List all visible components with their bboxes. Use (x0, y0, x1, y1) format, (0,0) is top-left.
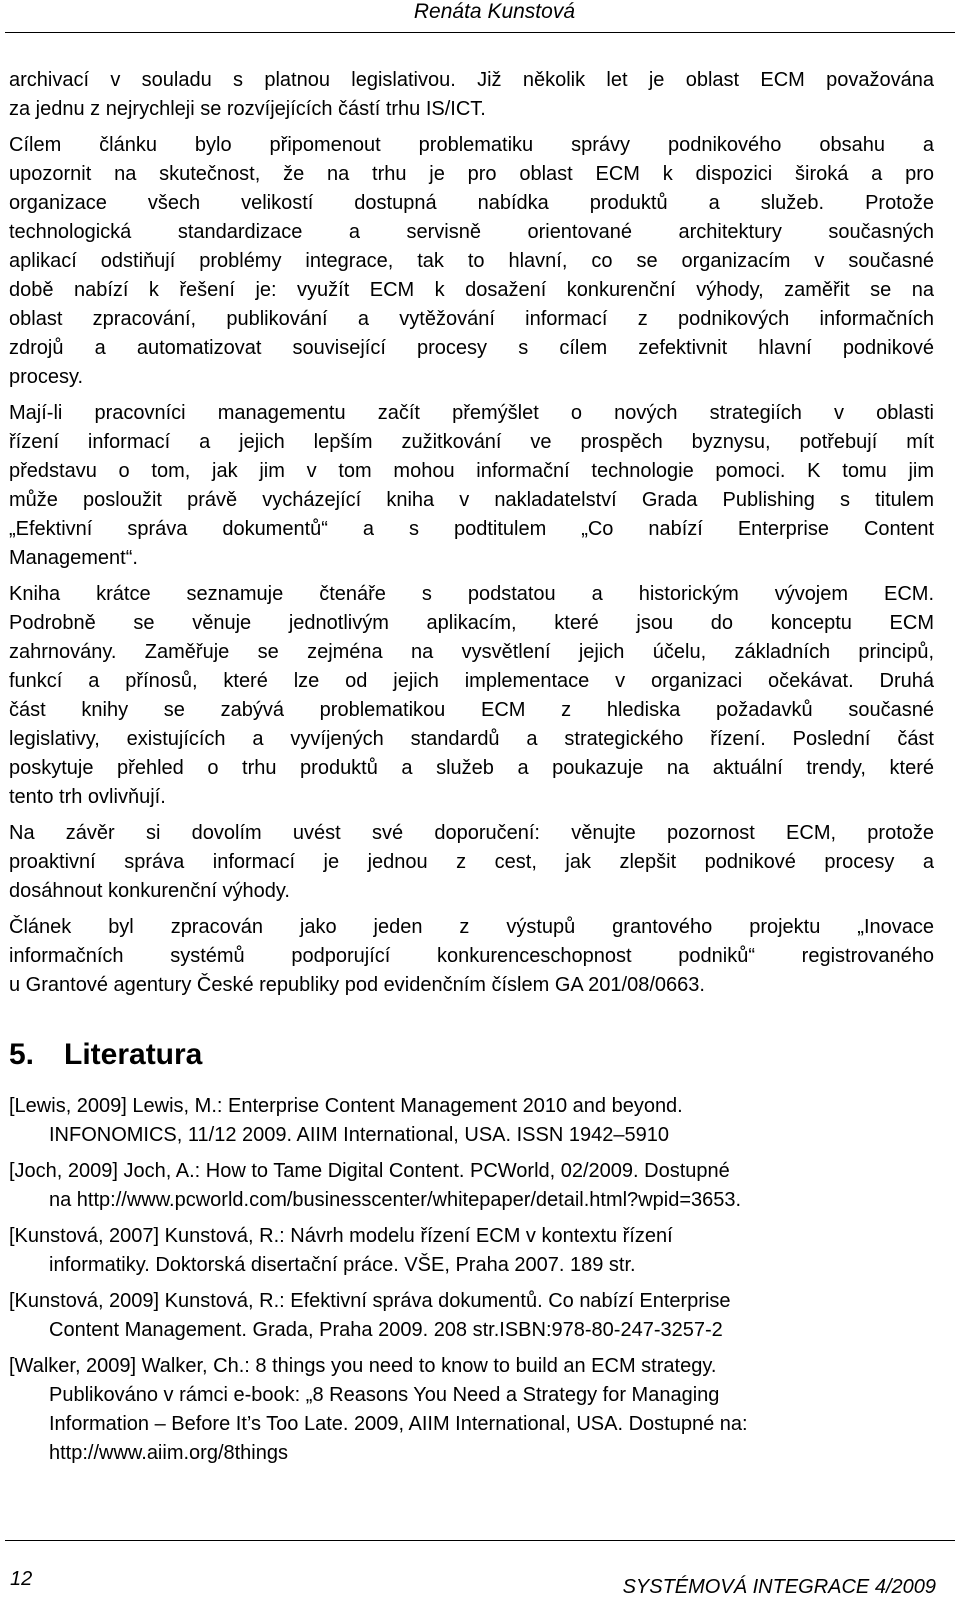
page-number: 12 (10, 1568, 33, 1590)
reference-continuation-line: Information – Before It’s Too Late. 2009, AIIM International, USA. Dostupné na: (49, 1413, 748, 1435)
paragraph (9, 66, 934, 124)
text-line: informačních systémů podporující konkurenceschopnost podniků“ registrovaného (9, 945, 934, 967)
section-number: 5. (9, 1038, 35, 1071)
reference-item (9, 1222, 934, 1280)
section-heading (9, 1038, 934, 1072)
text-line: Mají-li pracovníci managementu začít přemýšlet o nových strategiích v oblasti (9, 402, 934, 424)
text-line: archivací v souladu s platnou legislativou. Již několik let je oblast ECM považována (9, 69, 934, 91)
reference-item (9, 1352, 934, 1468)
document-body (9, 66, 934, 1475)
text-line: legislativy, existujících a vyvíjených standardů a strategického řízení. Poslední část (9, 728, 934, 750)
text-line: představu o tom, jak jim v tom mohou informační technologie pomoci. K tomu jim (9, 460, 934, 482)
text-line: Kniha krátce seznamuje čtenáře s podstatou a historickým vývojem ECM. (9, 583, 934, 605)
section-title: Literatura (64, 1038, 203, 1071)
text-line: Článek byl zpracován jako jeden z výstupů grantového projektu „Inovace (9, 916, 934, 938)
reference-continuation-line: Publikováno v rámci e-book: „8 Reasons You Need a Strategy for Managing (49, 1384, 720, 1406)
reference-continuation-line: INFONOMICS, 11/12 2009. AIIM International, USA. ISSN 1942–5910 (49, 1124, 669, 1146)
text-line: oblast zpracování, publikování a vytěžování informací z podnikových informačních (9, 308, 934, 330)
reference-first-line: [Lewis, 2009] Lewis, M.: Enterprise Content Management 2010 and beyond. (9, 1095, 683, 1117)
text-line: Na závěr si dovolím uvést své doporučení: věnujte pozornost ECM, protože (9, 822, 934, 844)
text-line: dosáhnout konkurenční výhody. (9, 880, 290, 902)
text-line: době nabízí k řešení je: využít ECM k dosažení konkurenční výhody, zaměřit se na (9, 279, 934, 301)
text-line: Podrobně se věnuje jednotlivým aplikacím, které jsou do konceptu ECM (9, 612, 934, 634)
reference-list (9, 1092, 934, 1468)
text-line: za jednu z nejrychleji se rozvíjejících částí trhu IS/ICT. (9, 98, 486, 120)
reference-continuation-line: Content Management. Grada, Praha 2009. 208 str.ISBN:978-80-247-3257-2 (49, 1319, 723, 1341)
reference-first-line: [Kunstová, 2007] Kunstová, R.: Návrh modelu řízení ECM v kontextu řízení (9, 1225, 673, 1247)
text-line: zdrojů a automatizovat související procesy s cílem zefektivnit hlavní podnikové (9, 337, 934, 359)
running-header-author: Renáta Kunstová (413, 0, 575, 23)
reference-continuation-line: informatiky. Doktorská disertační práce. VŠE, Praha 2007. 189 str. (49, 1254, 636, 1276)
text-line: procesy. (9, 366, 84, 388)
reference-first-line: [Joch, 2009] Joch, A.: How to Tame Digital Content. PCWorld, 02/2009. Dostupné (9, 1160, 730, 1182)
text-line: zahrnovány. Zaměřuje se zejména na vysvětlení jejich účelu, základních principů, (9, 641, 934, 663)
text-line: u Grantové agentury České republiky pod evidenčním číslem GA 201/08/0663. (9, 974, 705, 996)
header-rule (5, 32, 955, 33)
text-line: může posloužit právě vycházející kniha v nakladatelství Grada Publishing s titulem (9, 489, 934, 511)
paragraphs (9, 66, 934, 1000)
text-line: upozornit na skutečnost, že na trhu je pro oblast ECM k dispozici široká a pro (9, 163, 934, 185)
text-line: Management“. (9, 547, 138, 569)
text-line: tento trh ovlivňují. (9, 786, 166, 808)
text-line: proaktivní správa informací je jednou z cest, jak zlepšit podnikové procesy a (9, 851, 934, 873)
paragraph (9, 913, 934, 1000)
text-line: řízení informací a jejich lepším zužitkování ve prospěch byznysu, potřebují mít (9, 431, 934, 453)
reference-item (9, 1157, 934, 1215)
text-line: Cílem článku bylo připomenout problematiku správy podnikového obsahu a (9, 134, 934, 156)
paragraph (9, 399, 934, 573)
text-line: technologická standardizace a servisně orientované architektury současných (9, 221, 934, 243)
text-line: aplikací odstiňují problémy integrace, tak to hlavní, co se organizacím v současné (9, 250, 934, 272)
paragraph (9, 819, 934, 906)
reference-continuation-line: http://www.aiim.org/8things (49, 1442, 288, 1464)
reference-item (9, 1287, 934, 1345)
text-line: poskytuje přehled o trhu produktů a služeb a poukazuje na aktuální trendy, které (9, 757, 934, 779)
text-line: funkcí a přínosů, které lze od jejich implementace v organizaci očekávat. Druhá (9, 670, 934, 692)
reference-first-line: [Kunstová, 2009] Kunstová, R.: Efektivní správa dokumentů. Co nabízí Enterprise (9, 1290, 731, 1312)
text-line: část knihy se zabývá problematikou ECM z hlediska požadavků současné (9, 699, 934, 721)
journal-name: SYSTÉMOVÁ INTEGRACE 4/2009 (622, 1576, 936, 1598)
footer-rule (5, 1540, 955, 1541)
reference-first-line: [Walker, 2009] Walker, Ch.: 8 things you need to know to build an ECM strategy. (9, 1355, 717, 1377)
paragraph (9, 131, 934, 392)
text-line: organizace všech velikostí dostupná nabídka produktů a služeb. Protože (9, 192, 934, 214)
reference-continuation-line: na http://www.pcworld.com/businesscenter/whitepaper/detail.html?wpid=3653. (49, 1189, 742, 1211)
reference-item (9, 1092, 934, 1150)
paragraph (9, 580, 934, 812)
text-line: „Efektivní správa dokumentů“ a s podtitulem „Co nabízí Enterprise Content (9, 518, 934, 540)
